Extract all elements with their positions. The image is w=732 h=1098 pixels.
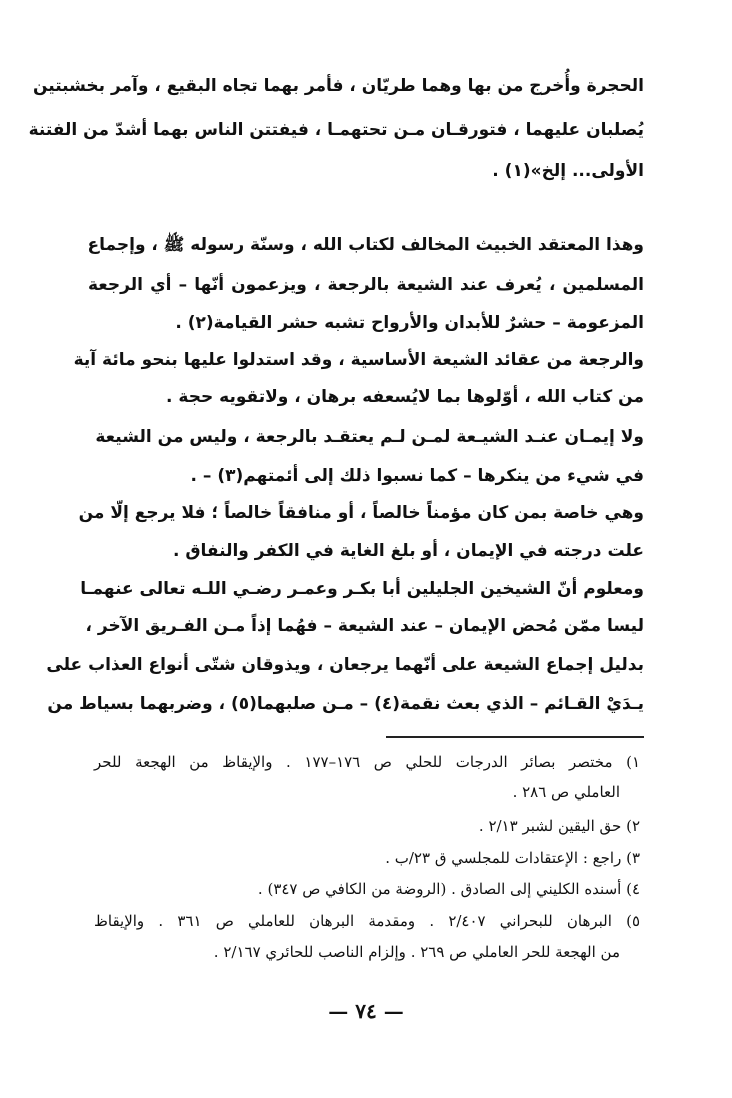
footnote-1: ١) مختصر بصائر الدرجات للحلي ص ١٧٦–١٧٧ . والإيقاظ من الهجعة للحر [94, 753, 640, 771]
body-line-15: بدليل إجماع الشيعة على أنّهما يرجعان ، ويذوقان شتّى أنواع العذاب على [46, 655, 644, 675]
body-line-13: ومعلوم أنّ الشيخين الجليلين أبا بكـر وعمـر رضـي اللـه تعالى عنهمـا [80, 579, 644, 599]
body-line-5: المسلمين ، يُعرف عند الشيعة بالرجعة ، ويزعمون أنّها – أي الرجعة [88, 275, 644, 295]
footnote-1-continuation: العاملي ص ٢٨٦ . [512, 783, 620, 801]
body-line-11: وهي خاصة بمن كان مؤمناً خالصاً ، أو منافقاً خالصاً ؛ فلا يرجع إلّا من [78, 503, 644, 523]
footnote-2: ٢) حق اليقين لشبر ٢/١٣ . [478, 817, 640, 835]
body-line-8: من كتاب الله ، أوّلوها بما لايُسعفه برهان ، ولاتقويه حجة . [166, 387, 644, 407]
body-line-2: يُصلبان عليهما ، فتورقـان مـن تحتهمـا ، فيفتتن الناس بهما أشدّ من الفتنة [28, 120, 644, 140]
page-number: — ٧٤ — [328, 999, 404, 1023]
footnote-divider [386, 736, 644, 738]
footnote-4: ٤) أسنده الكليني إلى الصادق . (الروضة من الكافي ص ٣٤٧) . [257, 880, 640, 898]
body-line-3: الأولى... إلخ»(١) . [492, 161, 644, 181]
body-line-10: في شيء من ينكرها – كما نسبوا ذلك إلى أئمتهم(٣) – . [190, 466, 644, 486]
body-line-9: ولا إيمـان عنـد الشيـعة لمـن لـم يعتقـد بالرجعة ، وليس من الشيعة [95, 427, 644, 447]
body-line-6: المزعومة – حشرٌ للأبدان والأرواح تشبه حشر القيامة(٢) . [175, 313, 644, 333]
footnote-3: ٣) راجع : الإعتقادات للمجلسي ق ٢٣/ب . [385, 849, 640, 867]
body-line-4: وهذا المعتقد الخبيث المخالف لكتاب الله ، وسنّة رسوله ﷺ ، وإجماع [87, 235, 644, 255]
body-line-1: الحجرة وأُخرج من بها وهما طريّان ، فأمر بهما تجاه البقيع ، وآمر بخشبتين [32, 76, 644, 96]
body-line-16: يـدَيْ القـائم – الذي بعث نقمة(٤) – مـن صلبهما(٥) ، وضربهما بسياط من [47, 694, 644, 714]
footnote-5: ٥) البرهان للبحراني ٢/٤٠٧ . ومقدمة البرهان للعاملي ص ٣٦١ . والإيقاظ [94, 912, 641, 930]
body-line-12: علت درجته في الإيمان ، أو بلغ الغاية في الكفر والنفاق . [172, 541, 644, 561]
body-line-14: ليسا ممّن مُحض الإيمان – عند الشيعة – فهُما إذاً مـن الفـريق الآخر ، [85, 616, 644, 636]
body-line-7: والرجعة من عقائد الشيعة الأساسية ، وقد استدلوا عليها بنحو مائة آية [73, 350, 644, 370]
footnote-5-continuation: من الهجعة للحر العاملي ص ٢٦٩ . وإلزام الناصب للحائري ٢/١٦٧ . [213, 943, 620, 961]
